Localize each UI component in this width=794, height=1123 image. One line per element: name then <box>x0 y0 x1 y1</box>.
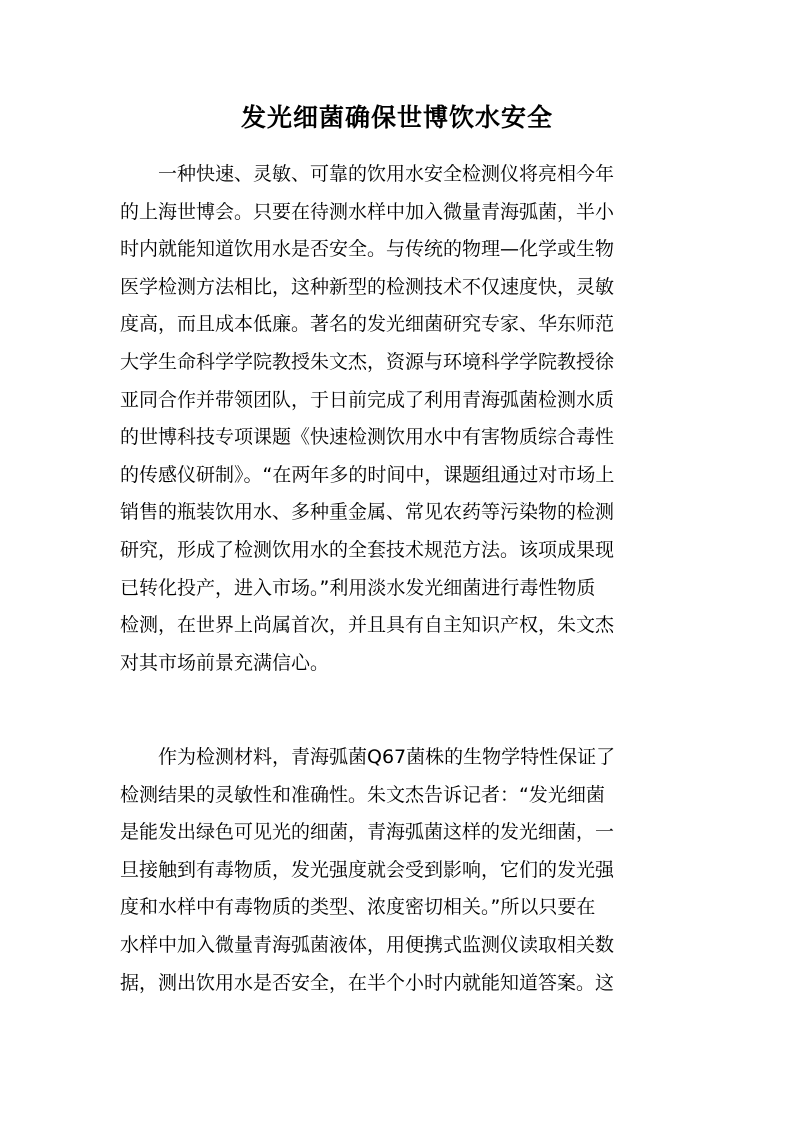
text-line: 亚同合作并带领团队，于日前完成了利用青海弧菌检测水质 <box>120 388 615 411</box>
paragraph-1 <box>120 156 676 682</box>
text-line: 水样中加入微量青海弧菌液体，用便携式监测仪读取相关数 <box>120 933 615 956</box>
text-line: 一种快速、灵敏、可靠的饮用水安全检测仪将亮相今年 <box>120 163 615 185</box>
text-line: 对其市场前景充满信心。 <box>120 651 330 674</box>
text-line: 医学检测方法相比，这种新型的检测技术不仅速度快，灵敏 <box>120 275 615 298</box>
text-line: 是能发出绿色可见光的细菌，青海弧菌这样的发光细菌，一 <box>120 821 615 844</box>
text-line: 时内就能知道饮用水是否安全。与传统的物理—化学或生物 <box>120 238 615 261</box>
text-line: 的上海世博会。只要在待测水样中加入微量青海弧菌，半小 <box>120 200 615 223</box>
text-line: 旦接触到有毒物质，发光强度就会受到影响，它们的发光强 <box>120 858 615 881</box>
text-line: 检测，在世界上尚属首次，并且具有自主知识产权，朱文杰 <box>120 614 615 637</box>
text-line: 检测结果的灵敏性和准确性。朱文杰告诉记者：“发光细菌 <box>120 783 605 806</box>
text-line: 已转化投产，进入市场。”利用淡水发光细菌进行毒性物质 <box>120 576 596 599</box>
text-line: 的传感仪研制》。“在两年多的时间中，课题组通过对市场上 <box>120 463 615 486</box>
text-line: 研究，形成了检测饮用水的全套技术规范方法。该项成果现 <box>120 538 615 561</box>
text-line: 度和水样中有毒物质的类型、浓度密切相关。”所以只要在 <box>120 896 596 919</box>
text-line: 作为检测材料，青海弧菌Q67菌株的生物学特性保证了 <box>120 746 616 768</box>
text-line: 据，测出饮用水是否安全，在半个小时内就能知道答案。这 <box>120 971 615 994</box>
text-line: 销售的瓶装饮用水、多种重金属、常见农药等污染物的检测 <box>120 501 615 524</box>
paragraph-2 <box>120 739 676 1002</box>
text-line: 大学生命科学学院教授朱文杰，资源与环境科学学院教授徐 <box>120 350 615 373</box>
text-line: 的世博科技专项课题《快速检测饮用水中有害物质综合毒性 <box>120 426 615 449</box>
text-line: 度高，而且成本低廉。著名的发光细菌研究专家、华东师范 <box>120 313 615 336</box>
document-title: 发光细菌确保世博饮水安全 <box>240 103 553 132</box>
